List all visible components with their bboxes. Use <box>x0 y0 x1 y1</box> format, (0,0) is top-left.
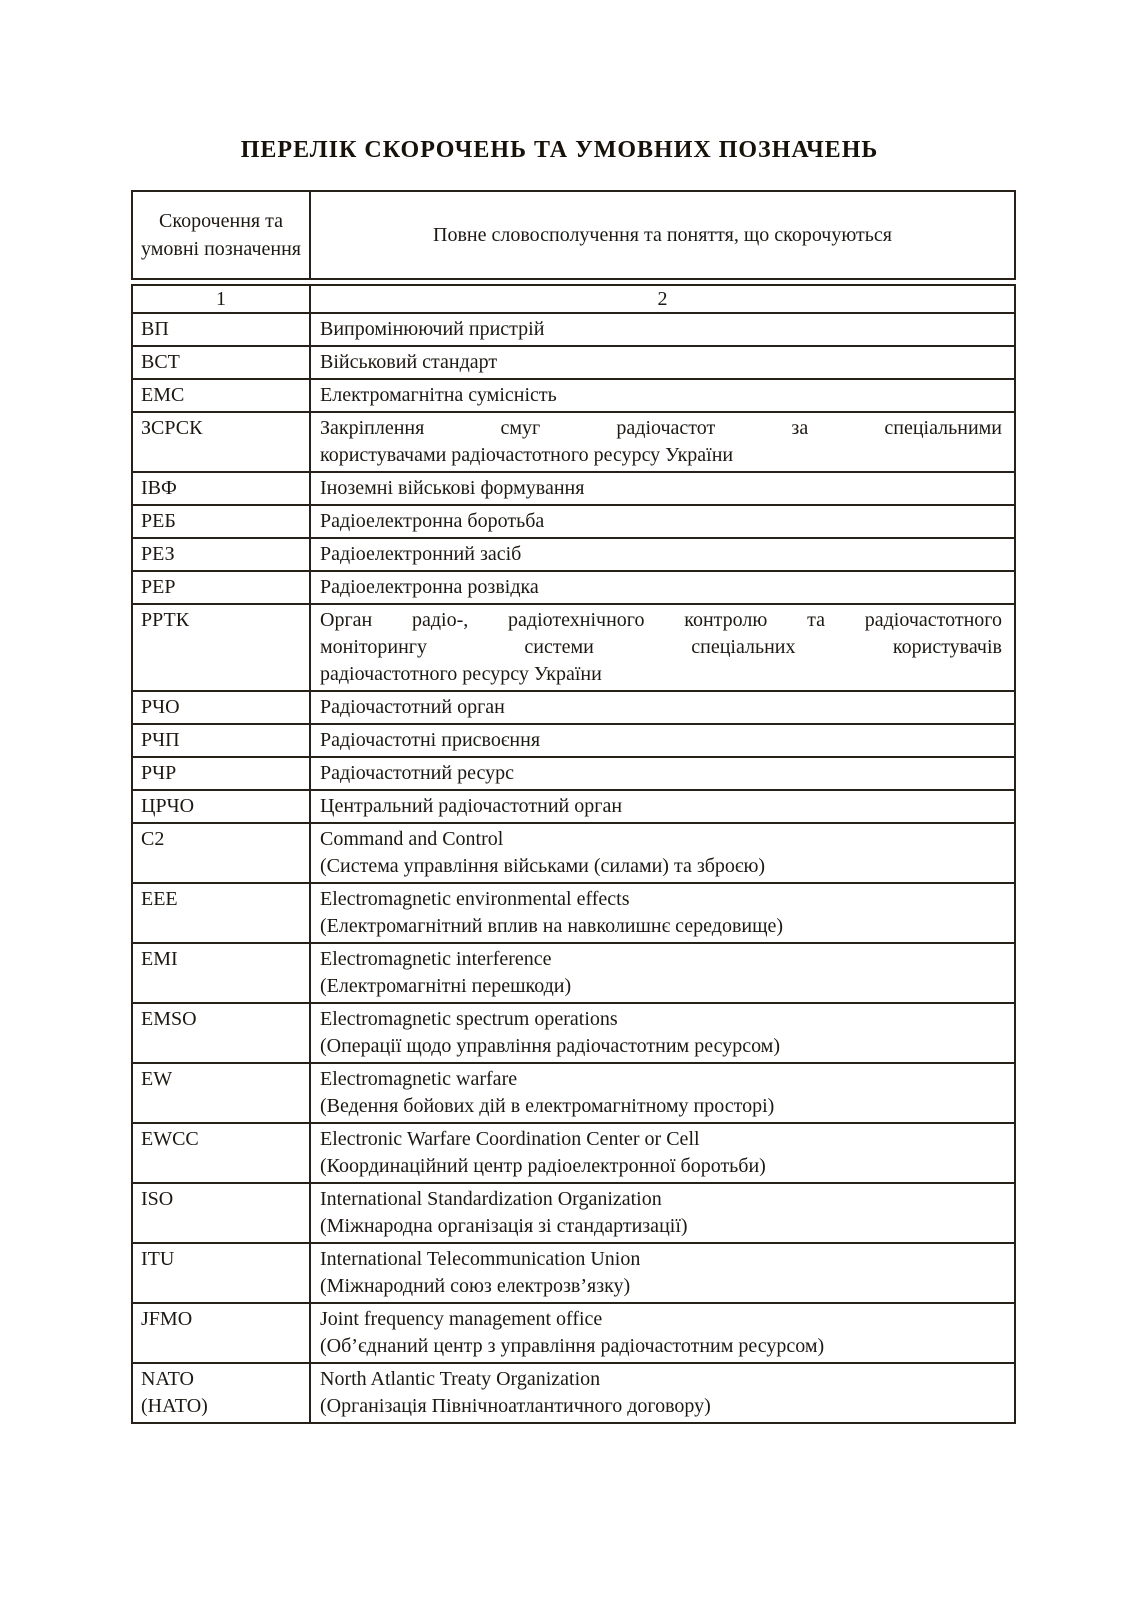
column-number-2: 2 <box>657 288 668 310</box>
full-phrase-cell: Іноземні військові формування <box>320 477 585 499</box>
table-row <box>133 570 1014 603</box>
abbreviation-cell: EMSO <box>133 1004 311 1062</box>
full-phrase-cell: Радіочастотний орган <box>320 696 505 718</box>
table-row <box>133 756 1014 789</box>
full-phrase-cell: International Telecommunication Union (Міжнародний союз електрозв’язку) <box>320 1248 641 1297</box>
table-row <box>133 1302 1014 1362</box>
document-page <box>131 0 1016 1424</box>
abbreviations-table-header <box>131 190 1016 280</box>
table-row <box>133 1002 1014 1062</box>
table-row <box>133 1242 1014 1302</box>
full-phrase-cell: Центральний радіочастотний орган <box>320 795 623 817</box>
abbreviation-cell: РЕБ <box>133 506 311 537</box>
table-row <box>133 942 1014 1002</box>
abbreviation-cell: РЧП <box>133 725 311 756</box>
table-row <box>133 822 1014 882</box>
abbreviation-cell: ЗСРСК <box>133 413 311 471</box>
abbreviation-cell: ВП <box>133 314 311 345</box>
table-row <box>133 312 1014 345</box>
full-phrase-cell: Радіоелектронний засіб <box>320 543 522 565</box>
abbreviation-cell: ІВФ <box>133 473 311 504</box>
table-row <box>133 690 1014 723</box>
abbreviation-cell: JFMO <box>133 1304 311 1362</box>
full-phrase-cell: International Standardization Organization (Міжнародна організація зі стандартизації) <box>320 1188 688 1237</box>
abbreviation-cell: ITU <box>133 1244 311 1302</box>
abbreviation-cell: NATO (НАТО) <box>133 1364 311 1422</box>
header-cell-full-phrase: Повне словосполучення та поняття, що скорочуються <box>433 223 892 246</box>
abbreviation-cell: C2 <box>133 824 311 882</box>
full-phrase-cell: North Atlantic Treaty Organization (Організація Північноатлантичного договору) <box>320 1368 711 1417</box>
abbreviation-cell: EMI <box>133 944 311 1002</box>
full-phrase-cell: Радіоелектронна боротьба <box>320 510 545 532</box>
table-row <box>133 882 1014 942</box>
abbreviation-cell: EW <box>133 1064 311 1122</box>
abbreviation-cell: ВСТ <box>133 347 311 378</box>
full-phrase-cell: Command and Control (Система управління військами (силами) та зброєю) <box>320 828 766 877</box>
full-phrase-cell: Electronic Warfare Coordination Center or Cell (Координаційний центр радіоелектронної боротьби) <box>320 1128 766 1177</box>
table-row <box>133 1122 1014 1182</box>
full-phrase-cell: Радіоелектронна розвідка <box>320 576 539 598</box>
table-row <box>133 1362 1014 1422</box>
header-cell-abbreviation: Скорочення та умовні позначення <box>133 192 311 278</box>
abbreviation-cell: РЕР <box>133 572 311 603</box>
abbreviation-cell: ISO <box>133 1184 311 1242</box>
table-row <box>133 723 1014 756</box>
full-phrase-cell: Військовий стандарт <box>320 351 498 373</box>
abbreviation-cell: ЦРЧО <box>133 791 311 822</box>
full-phrase-cell: Електромагнітна сумісність <box>320 384 557 406</box>
table-row <box>133 603 1014 690</box>
table-row <box>133 345 1014 378</box>
full-phrase-cell: Electromagnetic spectrum operations (Операції щодо управління радіочастотним ресурсом) <box>320 1008 780 1057</box>
table-row <box>133 1182 1014 1242</box>
abbreviation-cell: РЕЗ <box>133 539 311 570</box>
full-phrase-cell: Радіочастотні присвоєння <box>320 729 541 751</box>
full-phrase-cell: Electromagnetic warfare (Ведення бойових дій в електромагнітному просторі) <box>320 1068 775 1117</box>
abbreviation-cell: EWCC <box>133 1124 311 1182</box>
full-phrase-cell: Закріплення смуг радіочастот за спеціальними користувачами радіочастотного ресурсу України <box>320 417 1002 466</box>
table-row <box>133 471 1014 504</box>
table-row <box>133 537 1014 570</box>
full-phrase-cell: Joint frequency management office (Об’єднаний центр з управління радіочастотним ресурсом) <box>320 1308 825 1357</box>
table-row <box>133 504 1014 537</box>
abbreviation-cell: РРТК <box>133 605 311 690</box>
page-title: ПЕРЕЛІК СКОРОЧЕНЬ ТА УМОВНИХ ПОЗНАЧЕНЬ <box>240 137 879 163</box>
abbreviation-cell: ЕМС <box>133 380 311 411</box>
full-phrase-cell: Орган радіо-, радіотехнічного контролю та радіочастотного моніторингу системи спеціальних користувачів радіочастотного ресурсу України <box>320 609 1002 685</box>
column-number-1: 1 <box>133 286 311 312</box>
abbreviation-cell: РЧР <box>133 758 311 789</box>
table-row <box>133 789 1014 822</box>
abbreviation-cell: EEE <box>133 884 311 942</box>
table-row <box>133 411 1014 471</box>
full-phrase-cell: Electromagnetic environmental effects (Електромагнітний вплив на навколишнє середовище) <box>320 888 784 937</box>
column-number-row <box>133 286 1014 312</box>
full-phrase-cell: Радіочастотний ресурс <box>320 762 514 784</box>
table-row <box>133 1062 1014 1122</box>
full-phrase-cell: Випромінюючий пристрій <box>320 318 545 340</box>
abbreviation-cell: РЧО <box>133 692 311 723</box>
table-row <box>133 378 1014 411</box>
abbreviations-table-body <box>131 284 1016 1424</box>
full-phrase-cell: Electromagnetic interference (Електромагнітні перешкоди) <box>320 948 572 997</box>
